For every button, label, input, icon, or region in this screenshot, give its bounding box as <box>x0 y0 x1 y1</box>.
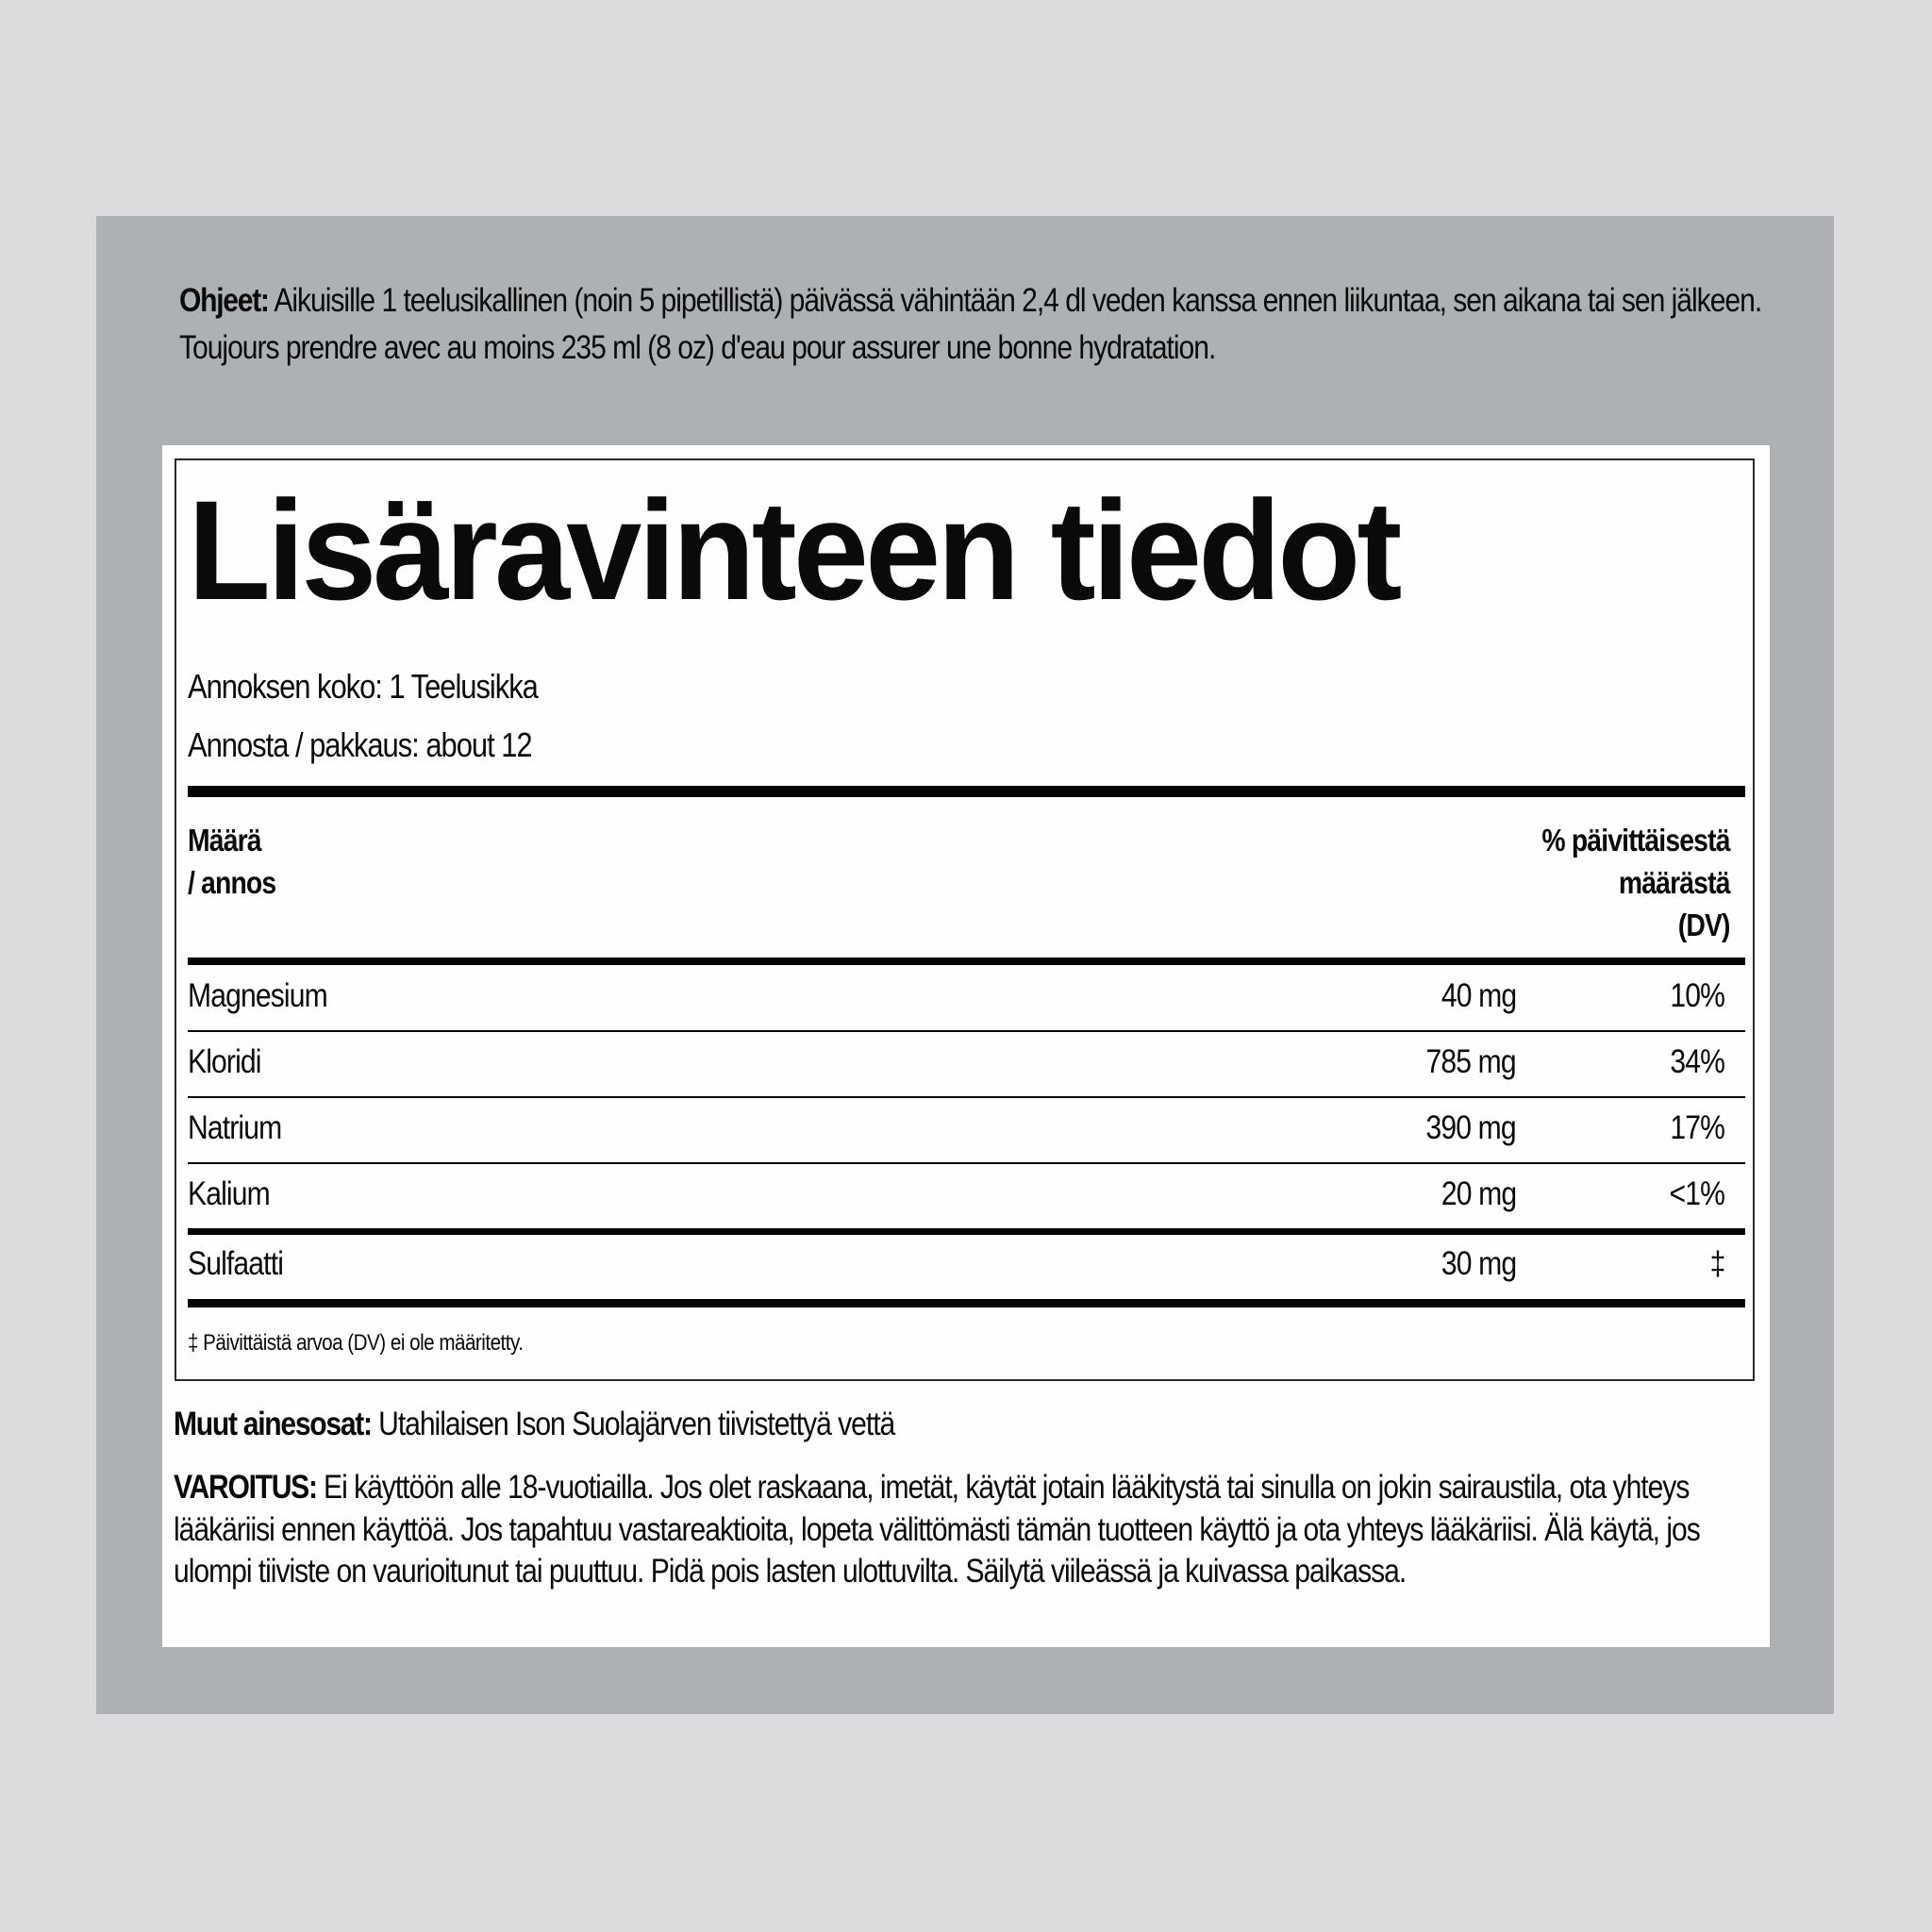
facts-title: Lisäravinteen tiedot <box>188 471 1399 629</box>
row-divider <box>188 1030 1745 1032</box>
nutrient-name: Kloridi <box>188 1043 261 1080</box>
serving-size: Annoksen koko: 1 Teelusikka <box>188 667 538 706</box>
nutrient-dv: 10% <box>1670 977 1724 1014</box>
warning <box>174 1467 1747 1593</box>
dv-footnote: ‡ Päivittäistä arvoa (DV) ei ole määritetty. <box>188 1330 524 1356</box>
nutrient-dv: 34% <box>1670 1043 1724 1080</box>
warning-label: VAROITUS: <box>174 1469 317 1506</box>
bottom-divider <box>188 1299 1745 1307</box>
header-divider <box>188 958 1745 965</box>
nutrient-name: Sulfaatti <box>188 1245 284 1282</box>
directions-label: Ohjeet: <box>179 282 269 319</box>
supplement-facts-card <box>162 445 1770 1647</box>
nutrient-amount: 20 mg <box>1441 1175 1516 1212</box>
section-divider <box>188 1228 1745 1235</box>
nutrient-dv: ‡ <box>1709 1245 1724 1282</box>
nutrient-dv: <1% <box>1669 1175 1724 1212</box>
directions-body: Aikuisille 1 teelusikallinen (noin 5 pipetillistä) päivässä vähintään 2,4 dl veden kanssa ennen liikuntaa, sen aikana tai sen jälkeen. Toujours prendre avec au moins 235 ml (8 oz) d'eau pour assurer une bonne hydratation. <box>179 282 1762 366</box>
other-ingredients-text: Utahilaisen Ison Suolajärven tiivistettyä vettä <box>378 1406 895 1442</box>
other-ingredients <box>174 1404 894 1445</box>
nutrient-name: Magnesium <box>188 977 327 1014</box>
row-divider <box>188 1096 1745 1098</box>
row-divider <box>188 1162 1745 1164</box>
nutrient-amount: 390 mg <box>1425 1109 1516 1146</box>
other-ingredients-label: Muut ainesosat: <box>174 1406 372 1442</box>
nutrient-name: Natrium <box>188 1109 282 1146</box>
daily-value-header: % päivittäisestä määrästä (DV) <box>1541 823 1730 942</box>
servings-per-container: Annosta / pakkaus: about 12 <box>188 725 532 764</box>
nutrient-amount: 30 mg <box>1441 1245 1516 1282</box>
thick-divider <box>188 786 1745 797</box>
nutrient-dv: 17% <box>1670 1109 1724 1146</box>
directions-text <box>179 277 1770 372</box>
nutrient-name: Kalium <box>188 1175 270 1212</box>
supplement-facts-box <box>175 458 1755 1381</box>
nutrient-amount: 40 mg <box>1441 977 1516 1014</box>
warning-text: Ei käyttöön alle 18-vuotiailla. Jos olet raskaana, imetät, käytät jotain lääkitystä tai sinulla on jokin sairaustila, ota yhteys lääkäriisi ennen käyttöä. Jos tapahtuu vastareaktioita, lopeta välittömästi tämän tuotteen käyttö ja ota yhteys lääkäriisi. Älä käytä, jos ulompi tiiviste on vaurioitunut tai puuttuu. Pidä pois lasten ulottuvilta. Säilytä viileässä ja kuivassa paikassa. <box>174 1469 1700 1590</box>
amount-per-serving-header: Määrä / annos <box>188 823 276 900</box>
nutrient-amount: 785 mg <box>1425 1043 1516 1080</box>
